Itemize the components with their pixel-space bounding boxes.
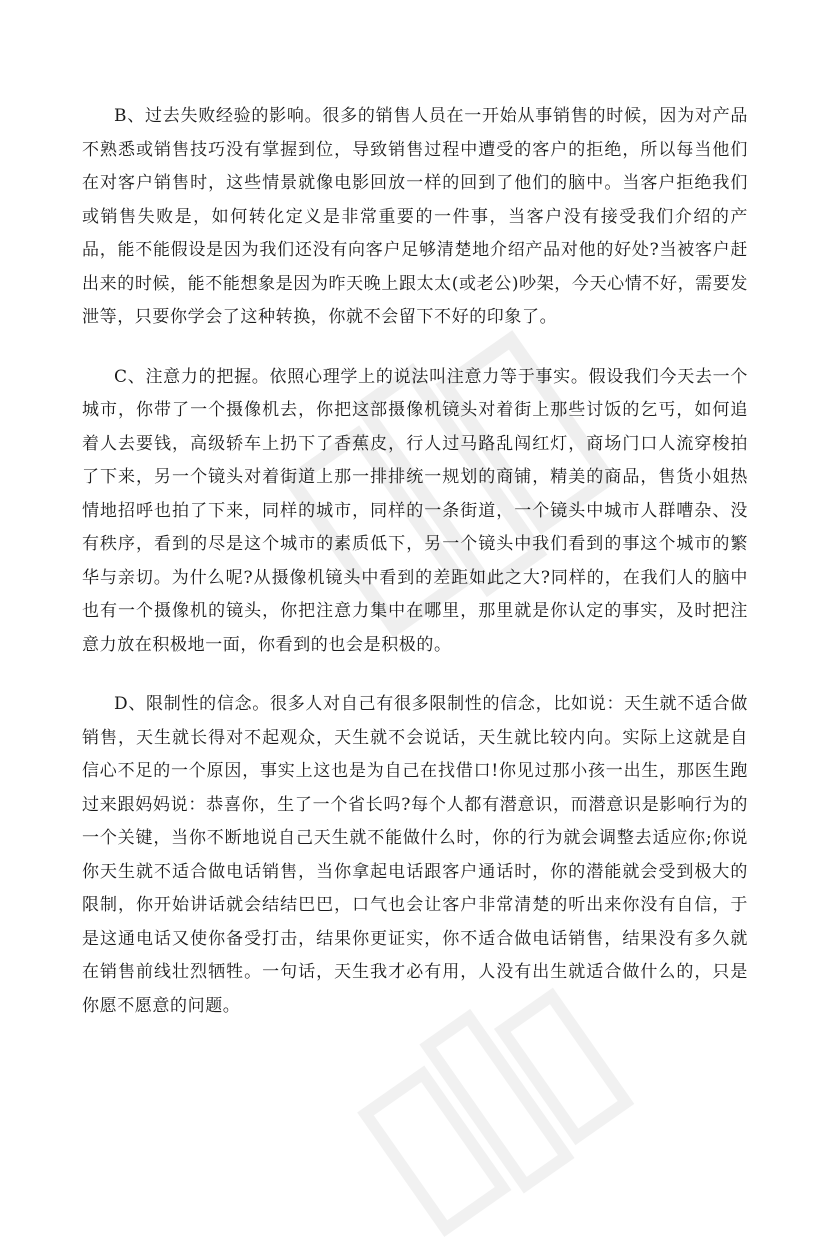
paragraph-c: C、注意力的把握。依照心理学上的说法叫注意力等于事实。假设我们今天去一个城市，你带了一个摄像机去，你把这部摄像机镜头对着街上那些讨饭的乞丐，如何追着人去要钱，高级轿车上扔下了香蕉皮，行人过马路乱闯红灯，商场门口人流穿梭拍了下来，另一个镜头对着街道上那一排排统一规划的商铺，精美的商品，售货小姐热情地招呼也拍了下来，同样的城市，同样的一条街道，一个镜头中城市人群嘈杂、没有秩序，看到的尽是这个城市的素质低下，另一个镜头中我们看到的事这个城市的繁华与亲切。为什么呢?从摄像机镜头中看到的差距如此之大?同样的，在我们人的脑中也有一个摄像机的镜头，你把注意力集中在哪里，那里就是你认定的事实，及时把注意力放在积极地一面，你看到的也会是积极的。 xyxy=(82,366,748,655)
paragraph-d: D、限制性的信念。很多人对自己有很多限制性的信念，比如说：天生就不适合做销售，天生就长得对不起观众，天生就不会说话，天生就比较内向。实际上这就是自信心不足的一个原因，事实上这也是为自己在找借口!你见过那小孩一出生，那医生跑过来跟妈妈说：恭喜你，生了一个省长吗?每个人都有潜意识，而潜意识是影响行为的一个关键，当你不断地说自己天生就不能做什么时，你的行为就会调整去适应你;你说你天生就不适合做电话销售，当你拿起电话跟客户通话时，你的潜能就会受到极大的限制，你开始讲话就会结结巴巴，口气也会让客户非常清楚的听出来你没有自信，于是这通电话又使你备受打击，结果你更证实，你不适合做电话销售，结果没有多久就在销售前线壮烈牺牲。一句话，天生我才必有用，人没有出生就适合做什么的，只是你愿不愿意的问题。 xyxy=(82,694,748,1016)
paragraph-b: B、过去失败经验的影响。很多的销售人员在一开始从事销售的时候，因为对产品不熟悉或销售技巧没有掌握到位，导致销售过程中遭受的客户的拒绝，所以每当他们在对客户销售时，这些情景就像电影回放一样的回到了他们的脑中。当客户拒绝我们或销售失败是，如何转化定义是非常重要的一件事，当客户没有接受我们介绍的产品，能不能假设是因为我们还没有向客户足够清楚地介绍产品对他的好处?当被客户赶出来的时候，能不能想象是因为昨天晚上跟太太(或老公)吵架，今天心情不好，需要发泄等，只要你学会了这种转换，你就不会留下不好的印象了。 xyxy=(82,106,748,327)
document-body xyxy=(82,100,748,1049)
